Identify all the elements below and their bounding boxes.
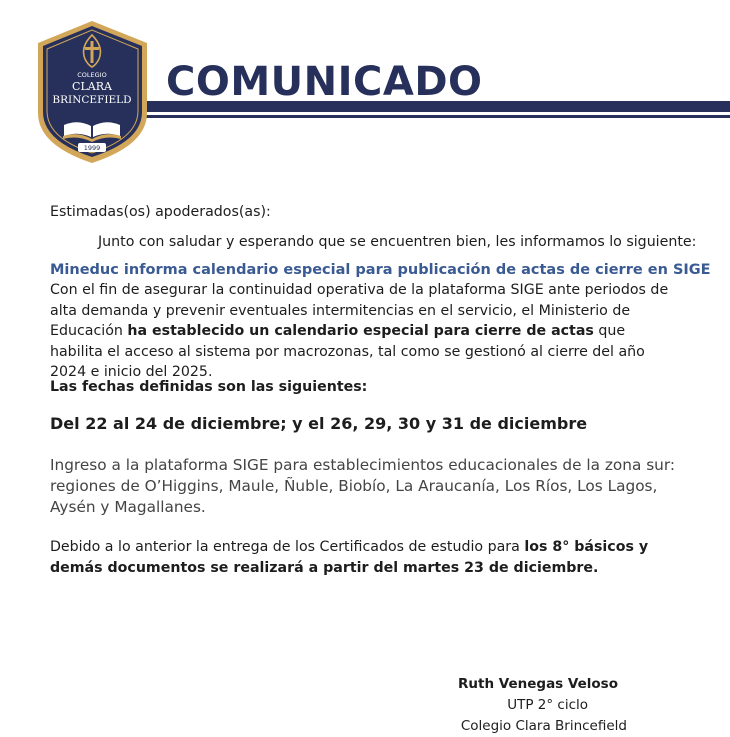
closing-bold: los 8° básicos y demás documentos se realizará a partir del martes 23 de diciembre. (50, 539, 649, 576)
letter-body-text-end: que habilita el acceso al sistema por macrozonas, tal como se gestionó al cierre del año 2024 e inicio del 2025. (50, 323, 645, 380)
closing-text: Debido a lo anterior la entrega de los Certificados de estudio para (50, 539, 525, 555)
crest-shield (30, 15, 155, 167)
letter-headline: Mineduc informa calendario especial para publicación de actas de cierre en SIGE (50, 262, 711, 278)
school-crest-logo (30, 15, 155, 167)
header-bar-thin (100, 115, 730, 118)
regions-text: Ingreso a la plataforma SIGE para establecimientos educacionales de la zona sur: regiones de O’Higgins, Maule, Ñuble, Biobío, La Araucanía, Los Ríos, Los Lagos, Aysén y Magallanes. (50, 456, 676, 516)
crest-top-text: COLEGIO (77, 71, 107, 79)
signature-name: Ruth Venegas Veloso (458, 676, 618, 692)
letter-body-text: Con el fin de asegurar la continuidad operativa de la plataforma SIGE ante periodos de alta demanda y prevenir eventuales intermitencias en el servicio, el Ministerio de Educación (50, 282, 669, 339)
letter-body (50, 280, 670, 383)
letter-intro: Junto con saludar y esperando que se encuentren bien, les informamos lo siguiente: (98, 234, 697, 250)
closing-paragraph (50, 537, 690, 578)
dates-intro: Las fechas definidas son las siguientes: (50, 379, 368, 395)
letter-greeting: Estimadas(os) apoderados(as): (50, 204, 271, 220)
crest-name-line1: CLARA (72, 80, 112, 93)
crest-name-line2: BRINCEFIELD (52, 94, 132, 106)
signature-school: Colegio Clara Brincefield (460, 718, 627, 734)
signature-role: UTP 2° ciclo (507, 697, 588, 713)
letter-body-bold: ha establecido un calendario especial para cierre de actas (127, 323, 594, 339)
page-title: COMUNICADO (166, 59, 483, 105)
crest-year: 1999 (83, 144, 101, 152)
dates-line: Del 22 al 24 de diciembre; y el 26, 29, 30 y 31 de diciembre (50, 414, 588, 433)
